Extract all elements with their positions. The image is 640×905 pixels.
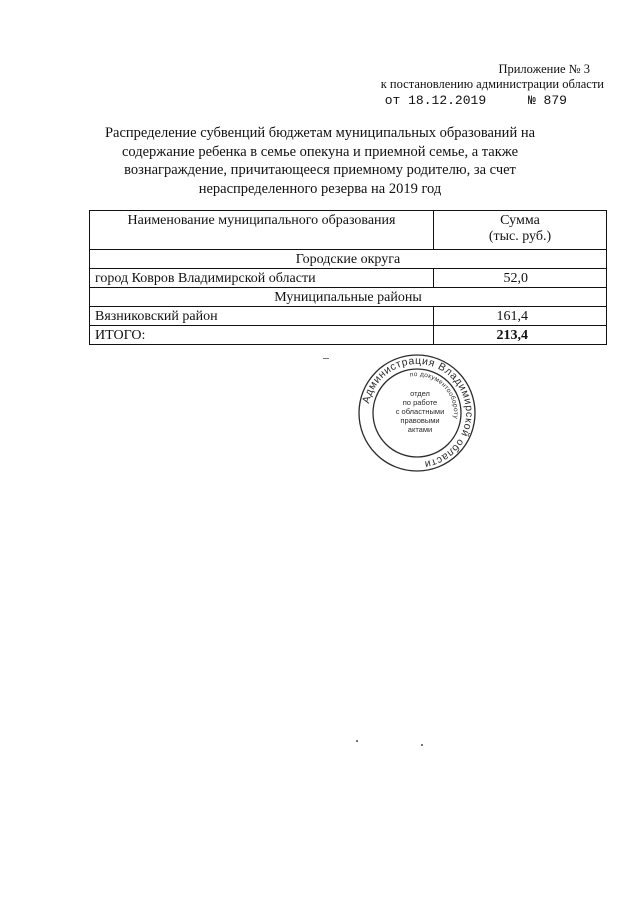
seal-center-line: с областными	[395, 407, 445, 416]
scan-mark	[421, 744, 423, 746]
total-label: ИТОГО:	[90, 326, 434, 345]
appendix-header	[381, 62, 604, 108]
appendix-number: Приложение № 3	[498, 62, 590, 76]
table-group-row	[90, 250, 607, 269]
decree-number: № 879	[527, 93, 567, 108]
appendix-reference: к постановлению администрации области	[380, 77, 604, 91]
distribution-table	[89, 210, 607, 345]
row-name: Вязниковский район	[90, 307, 434, 326]
decree-date: 18.12.2019	[408, 93, 487, 108]
header-amount-label: Сумма	[500, 213, 540, 228]
table-total-row	[90, 326, 607, 345]
scan-mark	[323, 358, 329, 359]
seal-center-line: правовыми	[400, 416, 440, 425]
seal-outer-text: Администрация Владимирской области	[360, 354, 476, 471]
row-amount: 52,0	[434, 269, 607, 288]
header-amount-cell	[434, 211, 607, 250]
seal-center-line: по работе	[402, 398, 438, 407]
total-amount: 213,4	[434, 326, 607, 345]
seal-center-line: актами	[407, 425, 433, 434]
group-label: Муниципальные районы	[90, 288, 607, 307]
scan-mark	[356, 740, 358, 742]
header-amount-unit: (тыс. руб.)	[488, 229, 552, 244]
seal-center-line: отдел	[410, 389, 430, 398]
table-header-row	[90, 211, 607, 250]
seal-inner-text: по документообороту	[409, 370, 460, 420]
seal-stamp-icon	[357, 353, 477, 473]
table-row	[90, 307, 607, 326]
document-title: Распределение субвенций бюджетам муниципальных образований на содержание ребенка в семье опекуна и приемной семье, а также вознаграждение, причитающееся приемному родителю, за счет нераспределенного резерва на 2019 год	[104, 125, 536, 197]
appendix-date-line	[381, 93, 604, 108]
row-name: город Ковров Владимирской области	[90, 269, 434, 288]
table-row	[90, 269, 607, 288]
header-name-cell: Наименование муниципального образования	[90, 211, 434, 250]
row-amount: 161,4	[434, 307, 607, 326]
group-label: Городские округа	[90, 250, 607, 269]
official-seal	[357, 353, 477, 473]
table-group-row	[90, 288, 607, 307]
date-prefix: от	[384, 93, 401, 108]
